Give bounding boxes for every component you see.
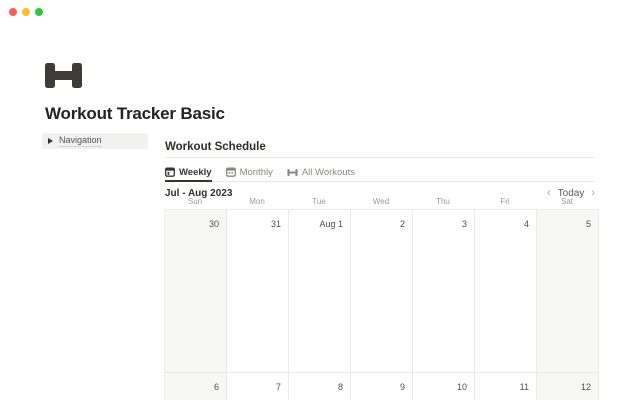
calendar-week-icon xyxy=(165,167,175,177)
section-heading: Workout Schedule xyxy=(165,141,266,153)
date-label: 6 xyxy=(213,382,219,392)
day-cell[interactable] xyxy=(289,210,351,373)
date-label: 4 xyxy=(523,219,529,229)
main-content xyxy=(165,141,595,201)
date-label: 11 xyxy=(519,382,529,392)
week-row-1 xyxy=(165,210,599,373)
zoom-window-icon[interactable] xyxy=(35,8,43,16)
date-label: 7 xyxy=(275,382,281,392)
day-cell[interactable] xyxy=(475,373,537,400)
weekly-calendar xyxy=(164,197,600,400)
chevron-left-icon[interactable]: ‹ xyxy=(546,187,551,199)
day-cell[interactable] xyxy=(537,210,599,373)
date-label: 5 xyxy=(585,219,591,229)
day-cell[interactable] xyxy=(165,373,227,400)
day-cell[interactable] xyxy=(351,210,413,373)
day-cell[interactable] xyxy=(227,373,289,400)
day-cell[interactable] xyxy=(413,373,475,400)
date-label: 9 xyxy=(399,382,405,392)
divider xyxy=(165,157,595,158)
day-header-sun: Sun xyxy=(187,197,203,206)
date-label: 31 xyxy=(270,219,281,229)
day-cell[interactable] xyxy=(413,210,475,373)
minimize-window-icon[interactable] xyxy=(22,8,30,16)
week-row-2 xyxy=(165,373,599,400)
date-label: 30 xyxy=(208,219,219,229)
tab-weekly[interactable] xyxy=(165,163,212,181)
window-controls xyxy=(9,8,43,16)
dumbbell-right-weight xyxy=(72,63,82,88)
close-window-icon[interactable] xyxy=(9,8,17,16)
day-cell[interactable] xyxy=(289,373,351,400)
day-header-row xyxy=(164,197,600,209)
day-cell[interactable] xyxy=(227,210,289,373)
date-label: 8 xyxy=(337,382,343,392)
date-label: 2 xyxy=(399,219,405,229)
calendar-grid xyxy=(164,209,599,400)
tab-weekly-label: Weekly xyxy=(179,166,212,178)
tab-monthly-label: Monthly xyxy=(239,166,273,178)
calendar-month-icon xyxy=(226,167,236,177)
tab-all-workouts[interactable] xyxy=(287,163,355,181)
day-header-thu: Thu xyxy=(436,197,450,206)
dumbbell-icon xyxy=(45,61,82,90)
date-label: Aug 1 xyxy=(319,219,343,229)
day-header-wed: Wed xyxy=(372,197,390,206)
tab-monthly[interactable] xyxy=(226,163,273,181)
tab-all-workouts-label: All Workouts xyxy=(301,166,355,178)
day-cell[interactable] xyxy=(351,373,413,400)
navigation-toggle-label: Navigation xyxy=(59,135,102,145)
navigation-toggle[interactable] xyxy=(42,133,148,149)
view-tabbar xyxy=(165,163,595,182)
day-cell[interactable] xyxy=(537,373,599,400)
chevron-right-icon[interactable]: › xyxy=(591,187,595,199)
day-header-tue: Tue xyxy=(312,197,326,206)
dumbbell-bar xyxy=(53,71,74,80)
toggle-triangle-icon xyxy=(48,138,53,144)
today-button[interactable]: Today xyxy=(557,188,585,199)
day-cell[interactable] xyxy=(475,210,537,373)
day-header-sat: Sat xyxy=(560,197,573,206)
day-cell[interactable] xyxy=(165,210,227,373)
date-label: 3 xyxy=(461,219,467,229)
dumbbell-icon xyxy=(287,168,298,177)
day-header-mon: Mon xyxy=(249,197,265,206)
day-header-fri: Fri xyxy=(500,197,510,206)
date-label: 10 xyxy=(456,382,467,392)
date-label: 12 xyxy=(580,382,591,392)
page-title: Workout Tracker Basic xyxy=(45,104,225,123)
date-range-label: Jul - Aug 2023 xyxy=(165,188,233,199)
